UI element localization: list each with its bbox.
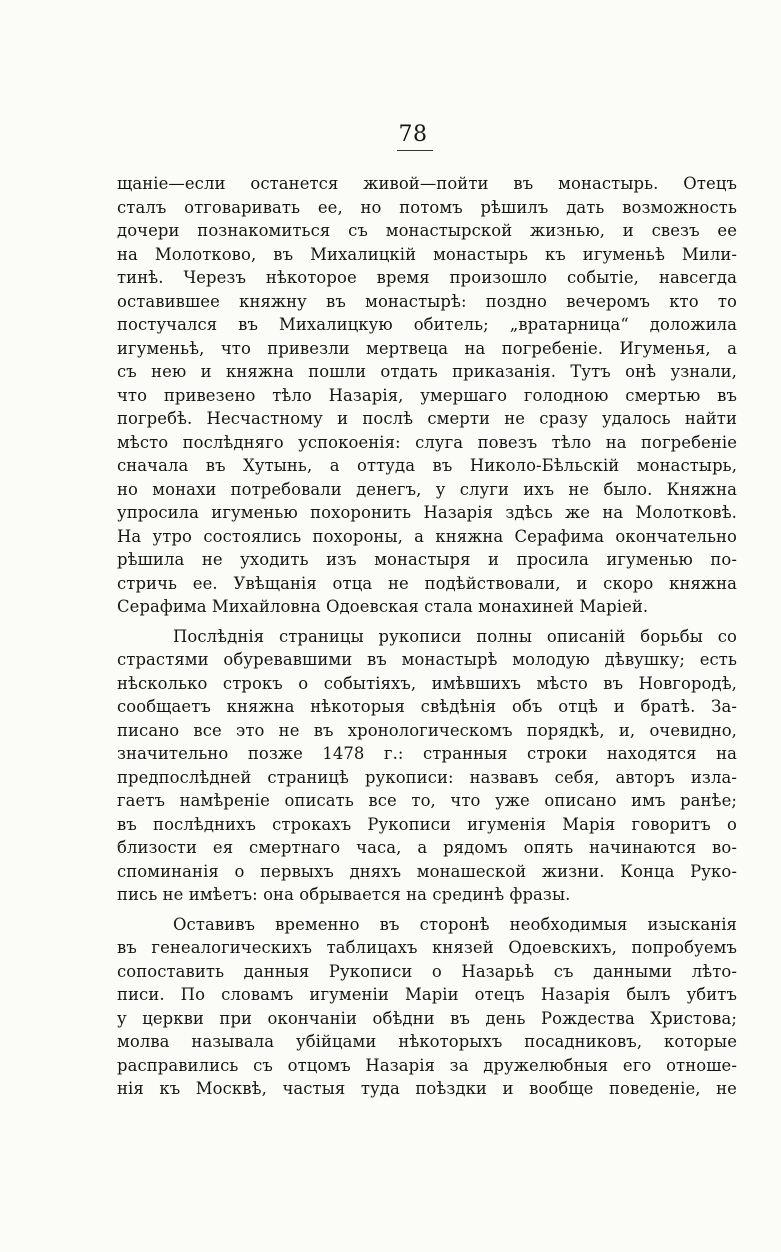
text-line: упросила игуменью похоронить Назарія здѣсь же на Молотковѣ.	[117, 503, 737, 522]
text-line: сталъ отговаривать ее, но потомъ рѣшилъ дать возможность	[117, 197, 737, 217]
text-line: стричь ее. Увѣщанія отца не подѣйствовали, и скоро княжна	[117, 573, 737, 593]
text-line: На утро состоялись похороны, а княжна Серафима окончательно	[117, 526, 737, 546]
paragraph	[117, 172, 737, 619]
text-line: споминанія о первыхъ дняхъ монашеской жизни. Конца Руко-	[117, 861, 737, 881]
text-line: въ генеалогическихъ таблицахъ князей Одоевскихъ, попробуемъ	[117, 938, 737, 957]
text-line: страстями обуревавшими въ монастырѣ молодую дѣвушку; есть	[117, 650, 737, 669]
text-line: погребѣ. Несчастному и послѣ смерти не сразу удалось найти	[117, 409, 737, 428]
text-line: расправились съ отцомъ Назарія за дружелюбныя его отноше-	[117, 1055, 737, 1075]
text-line: съ нею и княжна пошли отдать приказанія. Тутъ онѣ узнали,	[117, 362, 737, 381]
text-line: значительно позже 1478 г.: странныя строки находятся на	[117, 744, 737, 763]
text-line: у церкви при окончаніи обѣдни въ день Рождества Христова;	[117, 1008, 737, 1028]
text-line: пись не имѣетъ: она обрывается на срединѣ фразы.	[117, 885, 571, 904]
text-line: близости ея смертнаго часа, а рядомъ опять начинаются во-	[117, 838, 737, 857]
text-line: молва называла убійцами нѣкоторыхъ посадниковъ, которые	[117, 1032, 737, 1051]
text-line: мѣсто послѣдняго успокоенія: слуга повезъ тѣло на погребеніе	[117, 432, 737, 452]
body-text	[117, 172, 737, 1101]
text-line: оставившее княжну въ монастырѣ: поздно вечеромъ кто то	[117, 291, 737, 311]
page-number: 78	[398, 122, 428, 147]
text-line: но монахи потребовали денегъ, у слуги ихъ не было. Княжна	[117, 479, 737, 499]
text-line: что привезено тѣло Назарія, умершаго голодною смертью въ	[117, 385, 737, 405]
text-line: гаетъ намѣреніе описать все то, что уже описано имъ ранѣе;	[117, 791, 737, 810]
text-line: сообщаетъ княжна нѣкоторыя свѣдѣнія объ отцѣ и братѣ. За-	[117, 697, 737, 716]
paragraph	[117, 913, 737, 1101]
paragraph	[117, 625, 737, 907]
text-line: сопоставить данныя Рукописи о Назарьѣ съ данными лѣто-	[117, 961, 737, 981]
text-line: писи. По словамъ игуменіи Маріи отецъ Назарія былъ убитъ	[117, 985, 737, 1004]
text-line: предпослѣдней страницѣ рукописи: назвавъ себя, авторъ изла-	[117, 767, 737, 787]
text-line: Послѣднія страницы рукописи полны описаній борьбы со	[173, 626, 737, 646]
text-line: Оставивъ временно въ сторонѣ необходимыя изысканія	[173, 914, 737, 934]
page-number-rule	[397, 150, 433, 151]
text-line: щаніе—если останется живой—пойти въ монастырь. Отецъ	[117, 174, 737, 193]
text-line: сначала въ Хутынь, а оттуда въ Николо-Бѣльскій монастырь,	[117, 456, 737, 475]
text-line: Серафима Михайловна Одоевская стала монахиней Маріей.	[117, 597, 649, 616]
text-line: въ послѣднихъ строкахъ Рукописи игуменія Марія говоритъ о	[117, 814, 737, 834]
text-line: писано все это не въ хронологическомъ порядкѣ, и, очевидно,	[117, 720, 737, 740]
text-line: нѣсколько строкъ о событіяхъ, имѣвшихъ мѣсто въ Новгородѣ,	[117, 673, 737, 693]
text-line: нія къ Москвѣ, частыя туда поѣздки и вообще поведеніе, не	[117, 1079, 737, 1098]
text-line: постучался въ Михалицкую обитель; „вратарница“ доложила	[117, 315, 737, 334]
text-line: рѣшила не уходить изъ монастыря и просила игуменью по-	[117, 550, 737, 569]
text-line: тинѣ. Черезъ нѣкоторое время произошло событіе, навсегда	[117, 268, 737, 287]
text-line: дочери познакомиться съ монастырской жизнью, и свезъ ее	[117, 221, 737, 240]
text-line: на Молотково, въ Михалицкій монастырь къ игуменьѣ Мили-	[117, 244, 737, 264]
text-line: игуменьѣ, что привезли мертвеца на погребеніе. Игуменья, а	[117, 338, 737, 358]
